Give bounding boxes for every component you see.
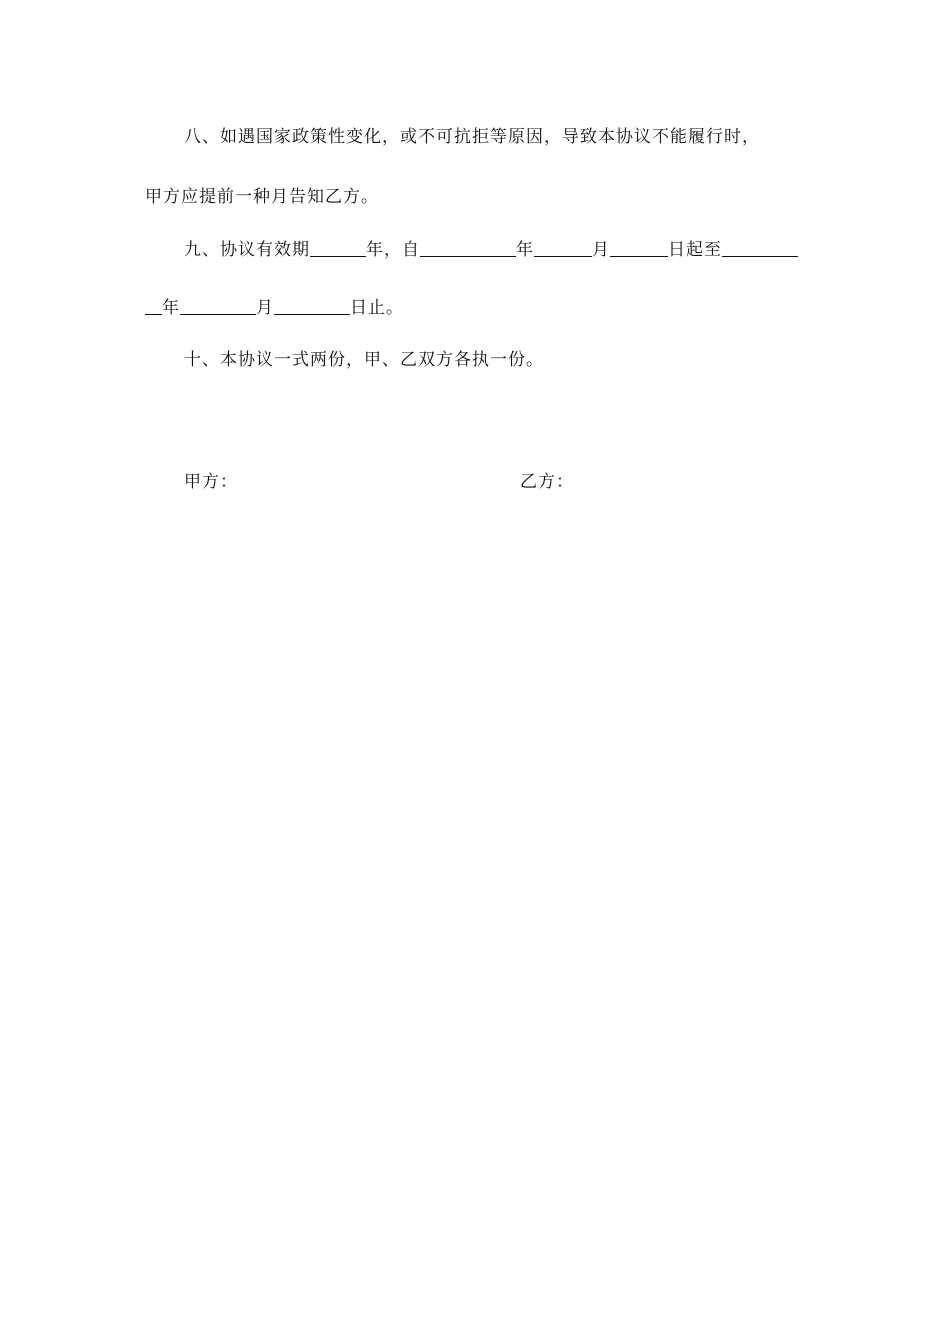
- end-year-blank-part2[interactable]: [145, 298, 162, 315]
- start-day-blank[interactable]: [610, 240, 668, 257]
- end-year-label: 年: [162, 298, 180, 318]
- end-month-label: 月: [256, 298, 274, 318]
- clause-9-prefix: 九、协议有效期: [184, 240, 310, 260]
- start-month-label: 月: [592, 240, 610, 260]
- end-year-blank-part1[interactable]: [722, 240, 798, 257]
- party-b-signature-label: 乙方：: [520, 472, 574, 492]
- start-year-blank[interactable]: [420, 240, 516, 257]
- end-suffix: 日止。: [350, 298, 404, 318]
- clause-9-line-1: [184, 240, 798, 260]
- start-year-label: 年: [516, 240, 534, 260]
- clause-8-line-1: 八、如遇国家政策性变化，或不可抗拒等原因，导致本协议不能履行时，: [184, 127, 760, 147]
- start-day-label: 日起至: [668, 240, 722, 260]
- party-a-signature-label: 甲方：: [184, 472, 238, 492]
- start-month-blank[interactable]: [534, 240, 592, 257]
- clause-8-line-2: 甲方应提前一种月告知乙方。: [145, 187, 379, 207]
- clause-10: 十、本协议一式两份，甲、乙双方各执一份。: [184, 350, 544, 370]
- term-years-blank[interactable]: [310, 240, 366, 257]
- end-month-blank[interactable]: [180, 298, 256, 315]
- end-day-blank[interactable]: [274, 298, 350, 315]
- year-label: 年，自: [366, 240, 420, 260]
- clause-9-line-2: [145, 298, 404, 318]
